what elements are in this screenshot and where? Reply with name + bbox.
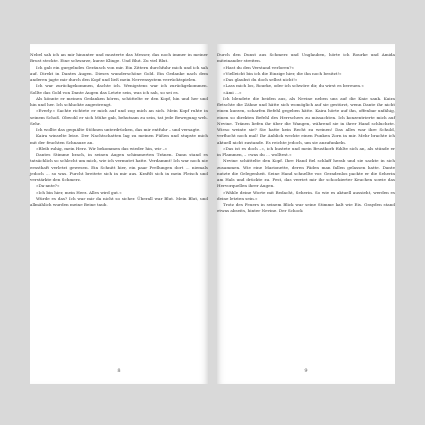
paragraph: Ich blendete die beiden aus, als Nevine neben uns auf die Knie sank. Kaira fletschte die Zähne und hätte sich womöglich auf sie gestürzt, wenn Dante ihr nicht einen kurzen, scharfen Befehl gegeben hätte. Kaira hörte auf ihn, offenbar unfähig, einen so direkten Befehl des Herrschers zu missachten. Ich konzentrierte mich auf Nevine. Tränen liefen ihr über die Wangen, während sie in ihrer Hand schluchzte. Wieso weinte sie? Sie hatte kein Recht zu weinen! Das alles war ihre Schuld, verflucht noch mal! Ihr Anblick weckte einen Funken Zorn in mir. Mehr brachte ich aktuell nicht zustande. Es reichte jedoch, um sie anzufunkeln. xyxy=(217,95,395,145)
paragraph: Kaira winselte leise. Der Nachtschatten lag zu meinen Füßen und stupste mich mit der feuchten Schnauze an. xyxy=(30,133,208,145)
page-number: 9 xyxy=(304,368,308,374)
paragraph: Würde es das? Ich war mir da nicht so sicher. Überall war Blut. Mein Blut, und allmählich wurden meine Beine taub. xyxy=(30,195,208,207)
paragraph: Nevine schüttelte den Kopf. Ihre Hand fiel schlaff herab und sie sackte in sich zusammen. Wie eine Marionette, deren Fäden man fallen gelassen hatte. Dante nutzte die Gelegenheit. Seine Hand schnellte vor. Geradenlos packte er die Seherin am Hals und drückte zu. Fest, das verriet mir ihr schockierter Keuchen sowie das Hervorquellen ihrer Augen. xyxy=(217,158,395,189)
paragraph: Nebel sah ich an mir hinunter und musterte das Messer, das noch immer in meiner Brust steckte. Eine schwarze, kurze Klinge. Und Blut. Zu viel Blut. xyxy=(30,52,208,64)
right-page xyxy=(217,44,395,384)
paragraph: »Da-ante?« xyxy=(36,183,60,189)
paragraph: Dantes Stimme brach, in seinen Augen schimmerten Tränen. Dann stand es tatsächlich so schlecht um mich, wie ich vermutet hatte. Verdammt! Ich war noch nie ernsthaft verletzt gewesen. Ein Schnitt hier, ein paar Prellungen dort … niemals jedoch … so was. Furcht breitete sich in mir aus. Kraftlt sich in mein Fleisch und verstärkte den Schmerz. xyxy=(30,152,208,182)
left-page-text xyxy=(30,52,208,208)
page-number: 8 xyxy=(117,368,121,374)
paragraph: »Hast du den Verstand verloren?« xyxy=(223,64,294,70)
paragraph: »Ami …« xyxy=(223,89,242,95)
paragraph: »Vielleicht bin ich die Einzige hier, die ihn noch besitzt!« xyxy=(223,70,342,76)
paragraph: »Wähle deine Worte mit Bedacht, Seherin. So wie es aktuell aussieht, werden es deine letzten sein.« xyxy=(217,189,395,201)
paragraph: »Lass mich los, Rourke, oder ich schwöre dir, du wirst es bereuen.« xyxy=(223,83,364,89)
paragraph: Als könnte er meinen Gedanken hören, schüttelte er den Kopf, hin und her und hin und her. Ich schluckte angestrengt. xyxy=(30,95,208,107)
right-page-text xyxy=(217,52,395,215)
paragraph: »Bleib ruhig, mein Herz. Wir bekommen das wieder hin, wir –« xyxy=(36,145,168,151)
paragraph: »Das glaubst du doch selbst nicht!« xyxy=(223,77,298,82)
paragraph: »Das ist es doch –«, ich hustete und mein Brustkorb fühlte sich an, als stünde er in Flammen, – »was du … wolltest.« xyxy=(217,145,395,157)
paragraph: Ich wollte das gequälte Stöhnen unterdrücken, das mir entfuhr – und versagte. xyxy=(36,127,201,132)
paragraph: »Ich bin hier, mein Herz. Alles wird gut.« xyxy=(36,189,122,195)
paragraph: Durch den Dunst aus Schmerz und Unglauben, hörte ich Rourke und Amida miteinander streiten. xyxy=(217,52,395,64)
paragraph: Ich war zurückgekommen, dachte ich. Wenigstens war ich zurückgekommen. Sollte das Gold von Dante Augen das Letzte sein, was ich sah, so sei es. xyxy=(30,83,208,95)
left-page xyxy=(30,44,208,384)
paragraph: Ich gab ein gurgelndes Geräusch von mir. Ein Zittern durchfuhr mich und ich sah auf. Direkt in Dantes Augen. Dieses wunderschöne Gold. Ein Gedanke nach dem anderen jagte mir durch den Kopf und ließ mein Nervensystem verrücktspielen. xyxy=(30,64,208,82)
paragraph: »Everly.« Sachte richtete er mich auf und zog mich an sich. Mein Kopf ruhte in seinem Schoß. Obwohl er sich Mühe gab, behutsam zu sein, tat jede Bewegung weh. Sehr. xyxy=(30,108,208,126)
paragraph: Trotz des Feuers in seinem Blick war seine Stimme kalt wie Eis. Grayden stand etwas abseits, hinter Nevine. Der Schock xyxy=(217,202,395,214)
